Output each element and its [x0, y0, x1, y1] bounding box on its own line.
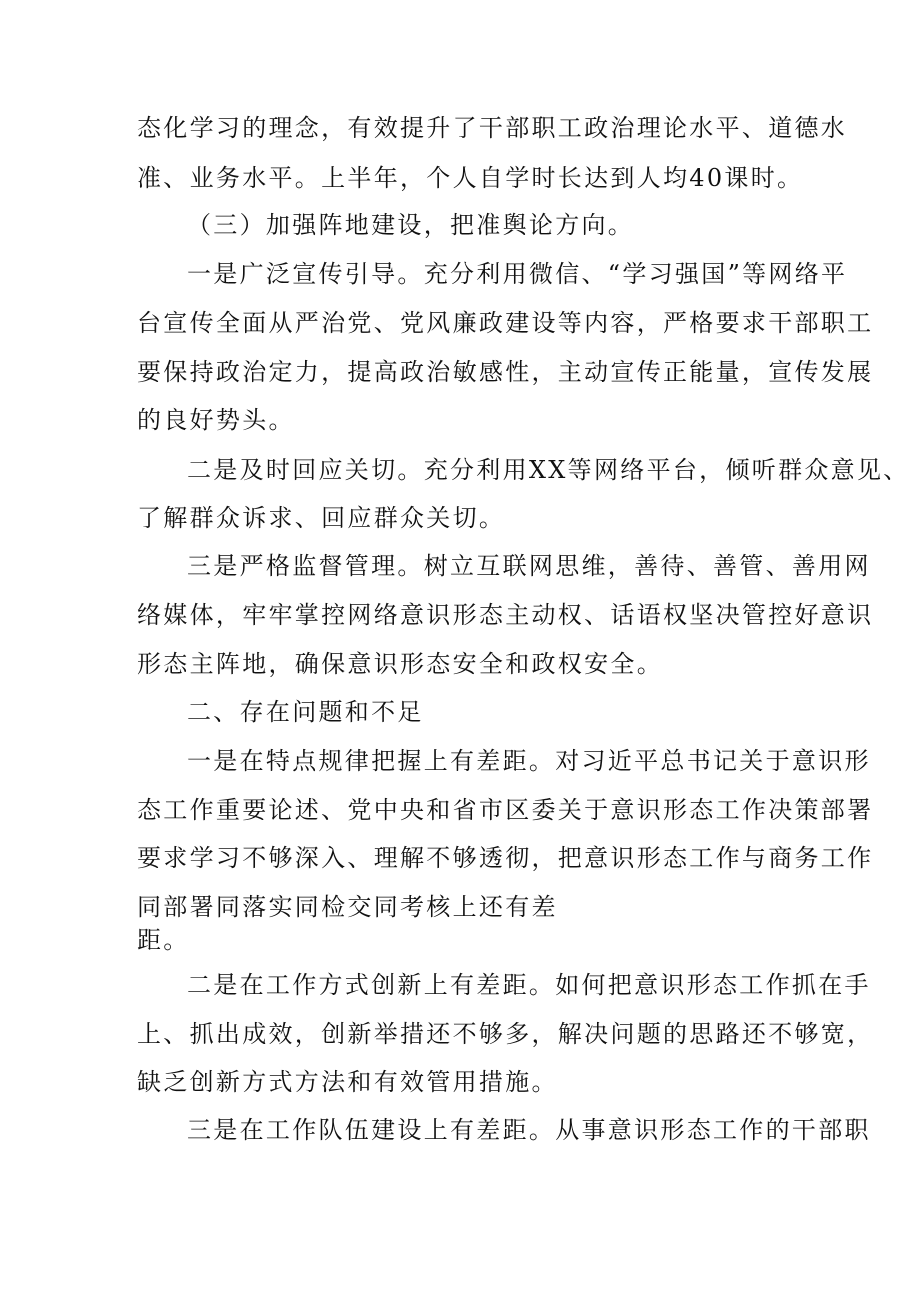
text-line: 上、抓出成效，创新举措还不够多，解决问题的思路还不够宽，	[137, 1020, 874, 1048]
section-heading: （三）加强阵地建设，把准舆论方向。	[187, 211, 635, 239]
paragraph-start: 二是及时回应关切。充分利用XX等网络平台，倾听群众意见、	[187, 456, 910, 484]
paragraph-start: 一是广泛宣传引导。充分利用微信、“学习强国”等网络平	[187, 260, 848, 288]
text-line: 缺乏创新方式方法和有效管用措施。	[137, 1068, 558, 1096]
paragraph-start: 三是在工作队伍建设上有差距。从事意识形态工作的干部职	[187, 1116, 871, 1144]
text-line: 态工作重要论述、党中央和省市区委关于意识形态工作决策部署	[137, 796, 874, 824]
text-line: 了解群众诉求、回应群众关切。	[137, 504, 506, 532]
text-line: 态化学习的理念，有效提升了干部职工政治理论水平、道德水	[137, 114, 848, 142]
text-line: 形态主阵地，确保意识形态安全和政权安全。	[137, 650, 663, 678]
paragraph-start: 一是在特点规律把握上有差距。对习近平总书记关于意识形	[187, 747, 871, 775]
text-line: 距。	[137, 926, 190, 954]
text-line: 准、业务水平。上半年，个人自学时长达到人均40课时。	[137, 164, 804, 192]
text-line: 络媒体，牢牢掌控网络意识形态主动权、话语权坚决管控好意识	[137, 601, 874, 629]
text-line: 要求学习不够深入、理解不够透彻，把意识形态工作与商务工作	[137, 844, 874, 872]
text-line: 台宣传全面从严治党、党风廉政建设等内容，严格要求干部职工	[137, 309, 874, 337]
text-line: 要保持政治定力，提高政治敏感性，主动宣传正能量，宣传发展	[137, 358, 874, 386]
text-line: 同部署同落实同检交同考核上还有差	[137, 893, 558, 921]
paragraph-start: 三是严格监督管理。树立互联网思维，善待、善管、善用网	[187, 552, 871, 580]
section-heading: 二、存在问题和不足	[187, 698, 424, 726]
paragraph-start: 二是在工作方式创新上有差距。如何把意识形态工作抓在手	[187, 971, 871, 999]
text-line: 的良好势头。	[137, 406, 295, 434]
